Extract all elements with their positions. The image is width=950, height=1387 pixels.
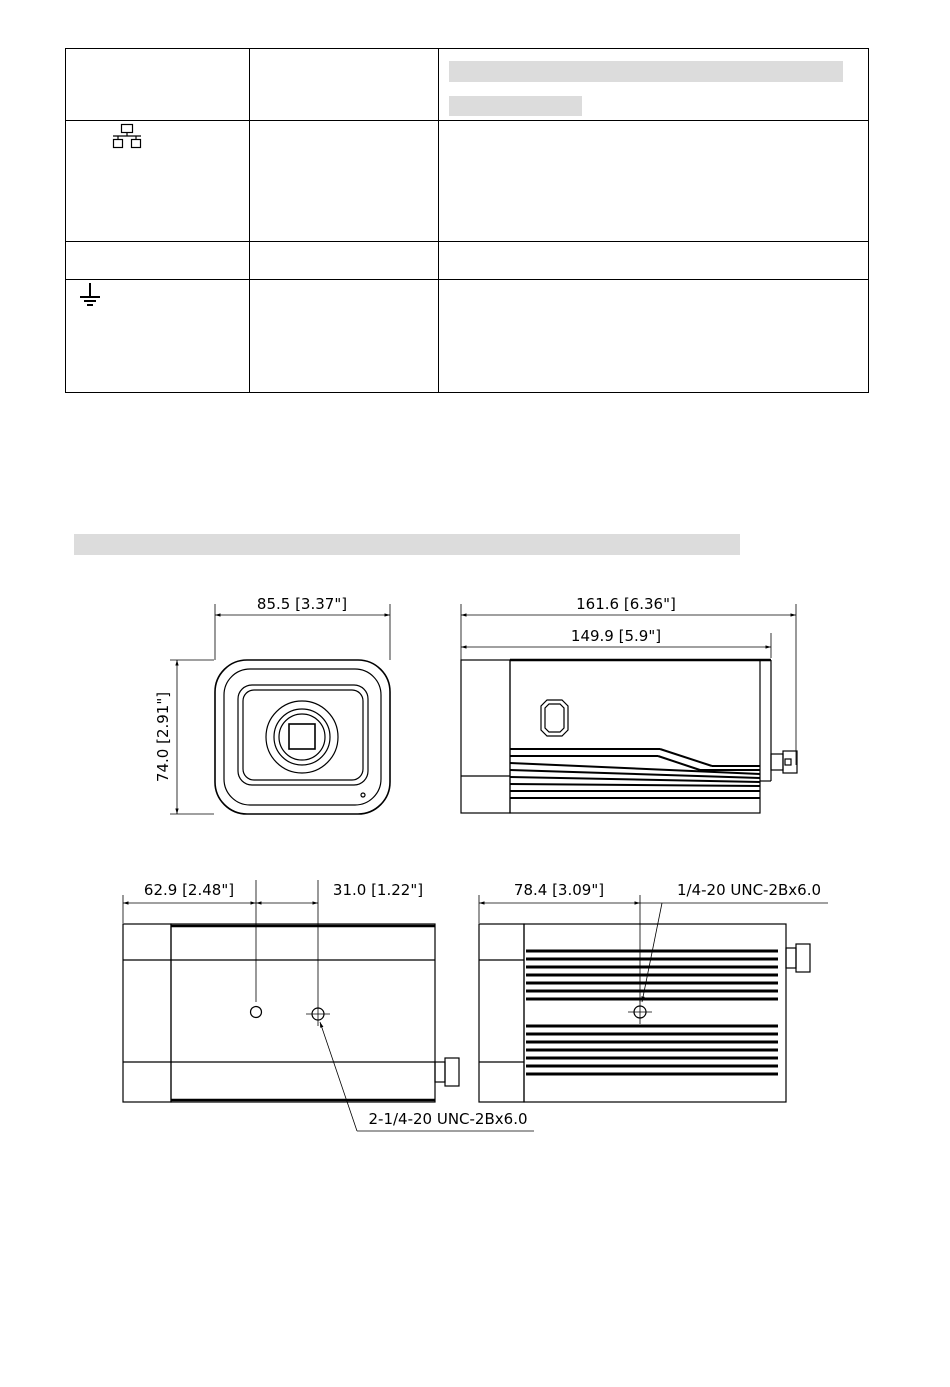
camera-dimension-drawing <box>0 560 950 1160</box>
spec-table <box>65 48 869 393</box>
table-column-divider <box>249 48 250 393</box>
table-border <box>868 48 869 393</box>
top-thread-callout: 1/4-20 UNC-2Bx6.0 <box>676 881 822 899</box>
obscured-section-heading <box>74 534 740 555</box>
table-border <box>65 48 869 49</box>
front-view <box>170 604 390 814</box>
bottom-view <box>123 880 534 1131</box>
network-port-icon <box>109 123 149 153</box>
table-row-divider <box>65 279 869 280</box>
top-offset-label: 78.4 [3.09"] <box>513 881 605 899</box>
front-width-label: 85.5 [3.37"] <box>256 595 348 613</box>
table-border <box>65 392 869 393</box>
table-border <box>65 48 66 393</box>
obscured-text-bar <box>449 96 582 116</box>
bottom-hole-spacing-label: 31.0 [1.22"] <box>332 881 424 899</box>
bottom-left-offset-label: 62.9 [2.48"] <box>143 881 235 899</box>
side-body-length-label: 149.9 [5.9"] <box>570 627 662 645</box>
table-row-divider <box>65 120 869 121</box>
side-total-length-label: 161.6 [6.36"] <box>576 595 676 613</box>
table-row-divider <box>65 241 869 242</box>
ground-icon <box>77 282 103 310</box>
top-view-fins <box>526 951 778 1074</box>
front-height-label: 74.0 [2.91"] <box>154 691 172 783</box>
table-column-divider <box>438 48 439 393</box>
obscured-text-bar <box>449 61 843 82</box>
bottom-thread-callout: 2-1/4-20 UNC-2Bx6.0 <box>368 1110 528 1128</box>
